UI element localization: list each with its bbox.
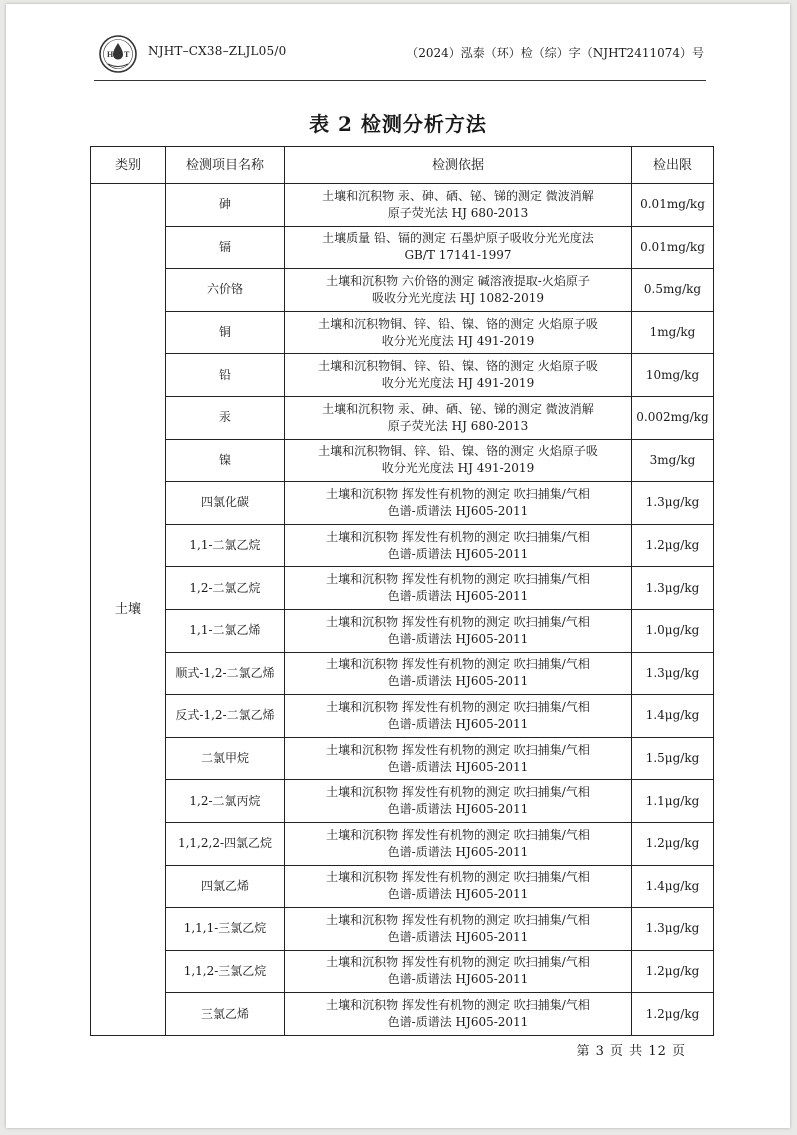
basis-cell — [285, 652, 632, 695]
detection-limit-cell: 10mg/kg — [632, 354, 714, 397]
methods-table — [90, 146, 714, 1036]
document-code: NJHT–CX38–ZLJL05/0 — [148, 44, 287, 58]
basis-line-2: 原子荧光法 HJ 680-2013 — [387, 418, 529, 433]
table-row — [91, 609, 714, 652]
item-name-cell: 六价铬 — [166, 269, 285, 312]
item-name-cell: 反式-1,2-二氯乙烯 — [166, 695, 285, 738]
basis-line-2: 原子荧光法 HJ 680-2013 — [387, 205, 529, 220]
item-name-cell: 二氯甲烷 — [166, 737, 285, 780]
column-header-item: 检测项目名称 — [166, 147, 285, 184]
detection-limit-cell: 1.3μg/kg — [632, 567, 714, 610]
column-header-category: 类别 — [91, 147, 166, 184]
table-row — [91, 780, 714, 823]
basis-line-1: 土壤和沉积物 挥发性有机物的测定 吹扫捕集/气相 — [326, 785, 590, 800]
table-row — [91, 354, 714, 397]
basis-line-2: 收分光光度法 HJ 491-2019 — [381, 376, 535, 391]
table-row — [91, 184, 714, 227]
basis-line-2: 色谱-质谱法 HJ605-2011 — [387, 759, 529, 774]
basis-line-2: 色谱-质谱法 HJ605-2011 — [387, 546, 529, 561]
table-title: 表 2 检测分析方法 — [309, 112, 487, 136]
detection-limit-cell: 1.2μg/kg — [632, 950, 714, 993]
basis-cell — [285, 439, 632, 482]
basis-line-1: 土壤和沉积物 挥发性有机物的测定 吹扫捕集/气相 — [326, 998, 590, 1013]
basis-cell — [285, 993, 632, 1036]
basis-line-1: 土壤和沉积物 汞、砷、硒、铋、锑的测定 微波消解 — [322, 188, 594, 203]
table-row — [91, 695, 714, 738]
detection-limit-cell: 1.2μg/kg — [632, 822, 714, 865]
item-name-cell: 1,1,2,2-四氯乙烷 — [166, 822, 285, 865]
basis-cell — [285, 695, 632, 738]
basis-cell — [285, 354, 632, 397]
basis-line-2: 色谱-质谱法 HJ605-2011 — [387, 844, 529, 859]
basis-line-2: 吸收分光光度法 HJ 1082-2019 — [371, 290, 545, 305]
detection-limit-cell: 1.3μg/kg — [632, 908, 714, 951]
basis-line-1: 土壤和沉积物 挥发性有机物的测定 吹扫捕集/气相 — [326, 827, 590, 842]
table-header-row — [91, 147, 714, 184]
item-name-cell: 四氯化碳 — [166, 482, 285, 525]
item-name-cell: 汞 — [166, 396, 285, 439]
basis-line-1: 土壤和沉积物 挥发性有机物的测定 吹扫捕集/气相 — [326, 529, 590, 544]
detection-limit-cell: 1.1μg/kg — [632, 780, 714, 823]
table-row — [91, 737, 714, 780]
category-cell: 土壤 — [91, 184, 166, 1036]
detection-limit-cell: 0.01mg/kg — [632, 226, 714, 269]
detection-limit-cell: 3mg/kg — [632, 439, 714, 482]
basis-line-2: 色谱-质谱法 HJ605-2011 — [387, 716, 529, 731]
svg-text:H: H — [107, 50, 114, 59]
basis-line-1: 土壤和沉积物铜、锌、铅、镍、铬的测定 火焰原子吸 — [318, 444, 598, 459]
page-number: 第 3 页 共 12 页 — [576, 1044, 686, 1059]
item-name-cell: 1,2-二氯乙烷 — [166, 567, 285, 610]
basis-line-1: 土壤和沉积物 挥发性有机物的测定 吹扫捕集/气相 — [326, 742, 590, 757]
basis-line-1: 土壤和沉积物 挥发性有机物的测定 吹扫捕集/气相 — [326, 657, 590, 672]
detection-limit-cell: 1.3μg/kg — [632, 482, 714, 525]
basis-line-2: 收分光光度法 HJ 491-2019 — [381, 461, 535, 476]
detection-limit-cell: 1mg/kg — [632, 311, 714, 354]
basis-line-2: GB/T 17141-1997 — [404, 248, 512, 263]
basis-line-2: 收分光光度法 HJ 491-2019 — [381, 333, 535, 348]
item-name-cell: 镍 — [166, 439, 285, 482]
item-name-cell: 砷 — [166, 184, 285, 227]
basis-line-1: 土壤和沉积物 挥发性有机物的测定 吹扫捕集/气相 — [326, 486, 590, 501]
basis-cell — [285, 226, 632, 269]
item-name-cell: 四氯乙烯 — [166, 865, 285, 908]
table-row — [91, 524, 714, 567]
column-header-limit: 检出限 — [632, 147, 714, 184]
item-name-cell: 1,2-二氯丙烷 — [166, 780, 285, 823]
item-name-cell: 铜 — [166, 311, 285, 354]
basis-line-2: 色谱-质谱法 HJ605-2011 — [387, 631, 529, 646]
table-body — [91, 184, 714, 1036]
item-name-cell: 1,1-二氯乙烯 — [166, 609, 285, 652]
basis-line-2: 色谱-质谱法 HJ605-2011 — [387, 887, 529, 902]
basis-line-1: 土壤和沉积物 汞、砷、硒、铋、锑的测定 微波消解 — [322, 401, 594, 416]
item-name-cell: 三氯乙烯 — [166, 993, 285, 1036]
table-row — [91, 311, 714, 354]
detection-limit-cell: 1.0μg/kg — [632, 609, 714, 652]
basis-line-1: 土壤和沉积物铜、锌、铅、镍、铬的测定 火焰原子吸 — [318, 359, 598, 374]
basis-cell — [285, 908, 632, 951]
basis-line-1: 土壤和沉积物 挥发性有机物的测定 吹扫捕集/气相 — [326, 572, 590, 587]
basis-cell — [285, 822, 632, 865]
table-row — [91, 865, 714, 908]
item-name-cell: 顺式-1,2-二氯乙烯 — [166, 652, 285, 695]
basis-cell — [285, 780, 632, 823]
report-number: （2024）泓泰（环）检（综）字（NJHT2411074）号 — [406, 46, 704, 60]
basis-cell — [285, 311, 632, 354]
item-name-cell: 1,1-二氯乙烷 — [166, 524, 285, 567]
svg-text:T: T — [124, 50, 130, 59]
detection-limit-cell: 1.4μg/kg — [632, 695, 714, 738]
basis-line-1: 土壤和沉积物 挥发性有机物的测定 吹扫捕集/气相 — [326, 699, 590, 714]
basis-line-2: 色谱-质谱法 HJ605-2011 — [387, 503, 529, 518]
basis-cell — [285, 184, 632, 227]
basis-line-2: 色谱-质谱法 HJ605-2011 — [387, 972, 529, 987]
basis-line-2: 色谱-质谱法 HJ605-2011 — [387, 1015, 529, 1030]
document-page — [6, 4, 790, 1128]
basis-cell — [285, 737, 632, 780]
detection-limit-cell: 1.4μg/kg — [632, 865, 714, 908]
basis-line-1: 土壤和沉积物 挥发性有机物的测定 吹扫捕集/气相 — [326, 955, 590, 970]
detection-limit-cell: 1.2μg/kg — [632, 993, 714, 1036]
table-row — [91, 950, 714, 993]
basis-cell — [285, 396, 632, 439]
basis-line-1: 土壤和沉积物铜、锌、铅、镍、铬的测定 火焰原子吸 — [318, 316, 598, 331]
table-row — [91, 993, 714, 1036]
basis-line-1: 土壤和沉积物 挥发性有机物的测定 吹扫捕集/气相 — [326, 870, 590, 885]
item-name-cell: 镉 — [166, 226, 285, 269]
basis-line-2: 色谱-质谱法 HJ605-2011 — [387, 802, 529, 817]
basis-cell — [285, 269, 632, 312]
company-logo-icon — [98, 34, 138, 74]
detection-limit-cell: 1.3μg/kg — [632, 652, 714, 695]
basis-cell — [285, 567, 632, 610]
detection-limit-cell: 1.2μg/kg — [632, 524, 714, 567]
column-header-basis: 检测依据 — [285, 147, 632, 184]
table-row — [91, 226, 714, 269]
table-row — [91, 439, 714, 482]
table-row — [91, 269, 714, 312]
basis-cell — [285, 482, 632, 525]
detection-limit-cell: 1.5μg/kg — [632, 737, 714, 780]
basis-cell — [285, 609, 632, 652]
basis-line-2: 色谱-质谱法 HJ605-2011 — [387, 929, 529, 944]
basis-line-1: 土壤质量 铅、镉的测定 石墨炉原子吸收分光光度法 — [322, 231, 594, 246]
basis-line-1: 土壤和沉积物 挥发性有机物的测定 吹扫捕集/气相 — [326, 912, 590, 927]
item-name-cell: 1,1,2-三氯乙烷 — [166, 950, 285, 993]
table-row — [91, 482, 714, 525]
table-row — [91, 822, 714, 865]
basis-line-2: 色谱-质谱法 HJ605-2011 — [387, 674, 529, 689]
page-header — [94, 32, 706, 81]
basis-line-1: 土壤和沉积物 六价铬的测定 碱溶液提取-火焰原子 — [326, 273, 590, 288]
table-row — [91, 567, 714, 610]
basis-cell — [285, 524, 632, 567]
table-row — [91, 908, 714, 951]
basis-cell — [285, 865, 632, 908]
basis-line-2: 色谱-质谱法 HJ605-2011 — [387, 589, 529, 604]
item-name-cell: 铅 — [166, 354, 285, 397]
detection-limit-cell: 0.002mg/kg — [632, 396, 714, 439]
basis-line-1: 土壤和沉积物 挥发性有机物的测定 吹扫捕集/气相 — [326, 614, 590, 629]
table-row — [91, 396, 714, 439]
item-name-cell: 1,1,1-三氯乙烷 — [166, 908, 285, 951]
detection-limit-cell: 0.5mg/kg — [632, 269, 714, 312]
detection-limit-cell: 0.01mg/kg — [632, 184, 714, 227]
basis-cell — [285, 950, 632, 993]
table-row — [91, 652, 714, 695]
